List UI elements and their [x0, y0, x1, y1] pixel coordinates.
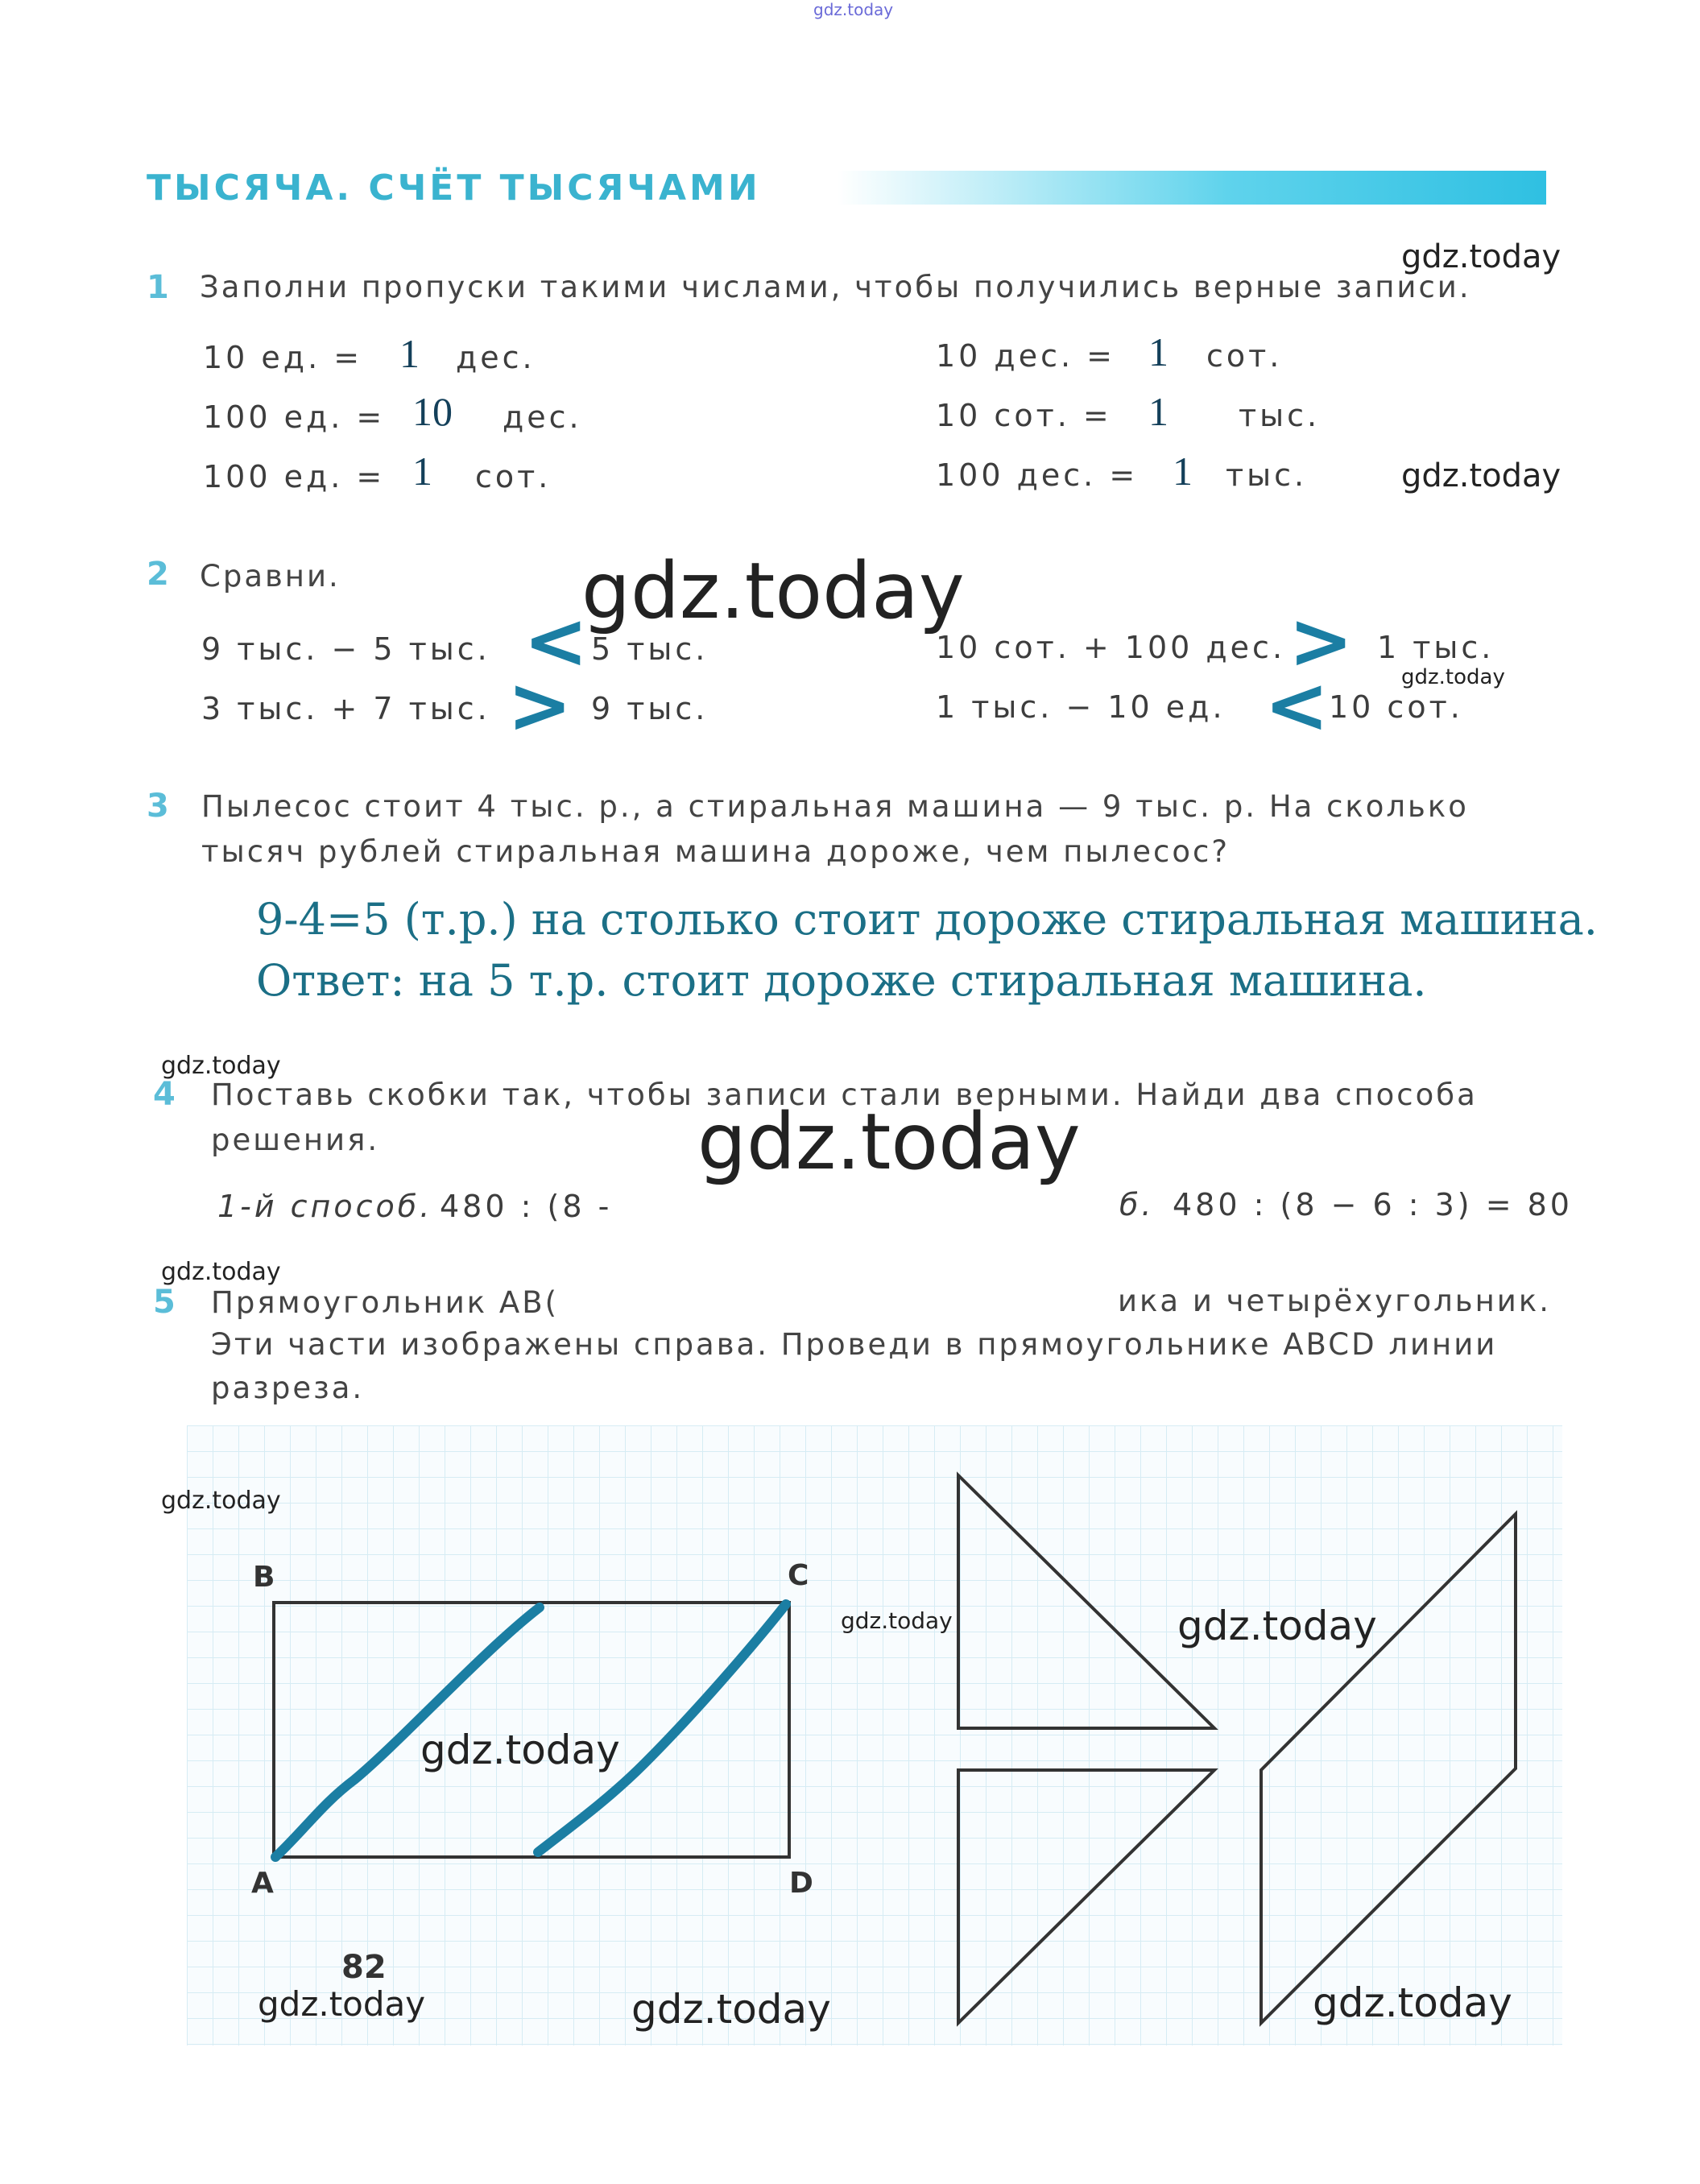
task3-number: 3 [147, 788, 169, 825]
t1-right-3-unit: тыс. [1226, 457, 1308, 493]
task4-line2: решения. [211, 1123, 380, 1157]
t1-left-2-value: 10 [412, 389, 453, 434]
label-d: D [789, 1867, 813, 1900]
label-c: C [788, 1559, 809, 1592]
watermark: gdz.today [1401, 457, 1561, 494]
task5-line1a: Прямоугольник АВ( [211, 1285, 560, 1320]
t1-right-2-unit: тыс. [1239, 398, 1321, 433]
label-b: B [253, 1561, 275, 1594]
t1-left-3-value: 1 [412, 449, 432, 494]
watermark: gdz.today [841, 1607, 953, 1634]
t1-right-3-value: 1 [1173, 449, 1193, 494]
t1-right-2: 10 сот. = [936, 398, 1112, 433]
watermark: gdz.today [420, 1727, 620, 1773]
task4-way2-label: б. [1119, 1187, 1155, 1222]
page-title: ТЫСЯЧА. СЧЁТ ТЫСЯЧАМИ [147, 168, 761, 209]
task4-number: 4 [153, 1076, 176, 1113]
triangle-bottom [958, 1770, 1214, 2023]
t2-row2-left: 3 тыс. + 7 тыс. [201, 691, 490, 726]
t2-row4-right: 10 сот. [1329, 689, 1463, 725]
parallelogram [1261, 1514, 1516, 2023]
t2-row2-sign: > [507, 660, 573, 751]
watermark: gdz.today [1401, 665, 1505, 689]
t2-row1-left: 9 тыс. − 5 тыс. [201, 631, 490, 667]
watermark: gdz.today [1401, 238, 1561, 275]
task5-number: 5 [153, 1284, 176, 1321]
t1-right-3: 100 дес. = [936, 457, 1139, 493]
t1-right-2-value: 1 [1148, 389, 1168, 434]
task4-way2-expr: 480 : (8 − 6 : 3) = 80 [1173, 1187, 1573, 1222]
t1-right-1-value: 1 [1148, 329, 1168, 374]
t1-left-1: 10 ед. = [203, 340, 363, 375]
watermark: gdz.today [697, 1097, 1081, 1187]
watermark: gdz.today [161, 1052, 281, 1080]
page-number: 82 [341, 1949, 387, 1986]
triangle-top [958, 1475, 1214, 1728]
watermark: gdz.today [581, 546, 965, 636]
watermark: gdz.today [258, 1984, 426, 2024]
t1-left-2: 100 ед. = [203, 399, 386, 435]
task3-answer2: Ответ: на 5 т.р. стоит дороже стиральная машина. [256, 955, 1427, 1006]
t2-row3-left: 10 сот. + 100 дес. [936, 630, 1286, 665]
watermark: gdz.today [631, 1986, 831, 2033]
task5-line3: разреза. [211, 1371, 365, 1405]
t1-left-1-unit: дес. [456, 340, 536, 375]
t2-row2-right: 9 тыс. [591, 691, 709, 726]
t2-row3-sign: > [1288, 596, 1354, 686]
task3-line1: Пылесос стоит 4 тыс. р., а стиральная машина — 9 тыс. р. На сколько [201, 789, 1469, 824]
t2-row4-sign: < [1264, 660, 1330, 751]
watermark: gdz.today [161, 1258, 281, 1286]
task2-number: 2 [147, 556, 169, 593]
t2-row4-left: 1 тыс. − 10 ед. [936, 689, 1226, 725]
watermark: gdz.today [1177, 1603, 1377, 1649]
watermark: gdz.today [161, 1487, 281, 1515]
task5-line1b: ика и четырёхугольник. [1118, 1284, 1551, 1318]
watermark: gdz.today [1313, 1979, 1512, 2026]
label-a: A [251, 1867, 274, 1900]
t1-left-1-value: 1 [399, 331, 420, 376]
task4-way1-label: 1-й способ. [217, 1189, 433, 1224]
task4-line1: Поставь скобки так, чтобы записи стали верными. Найди два способа [211, 1078, 1478, 1112]
t1-right-1: 10 дес. = [936, 338, 1115, 374]
t1-left-2-unit: дес. [503, 399, 582, 435]
task3-answer1: 9-4=5 (т.р.) на столько стоит дороже стиральная машина. [256, 894, 1598, 945]
t2-row1-right: 5 тыс. [591, 631, 709, 667]
task3-line2: тысяч рублей стиральная машина дороже, чем пылесос? [201, 834, 1231, 869]
t1-left-3: 100 ед. = [203, 459, 386, 494]
task4-way1-expr: 480 : (8 - [440, 1189, 613, 1224]
t1-left-3-unit: сот. [475, 459, 552, 494]
top-watermark: gdz.today [813, 0, 894, 19]
task1-text: Заполни пропуски такими числами, чтобы получились верные записи. [200, 270, 1471, 304]
t2-row1-sign: < [523, 596, 589, 686]
t1-right-1-unit: сот. [1206, 338, 1283, 374]
task2-text: Сравни. [200, 559, 341, 594]
task5-line2: Эти части изображены справа. Проведи в прямоугольнике ABCD линии [211, 1327, 1498, 1362]
task1-number: 1 [147, 269, 169, 306]
t2-row3-right: 1 тыс. [1377, 630, 1495, 665]
